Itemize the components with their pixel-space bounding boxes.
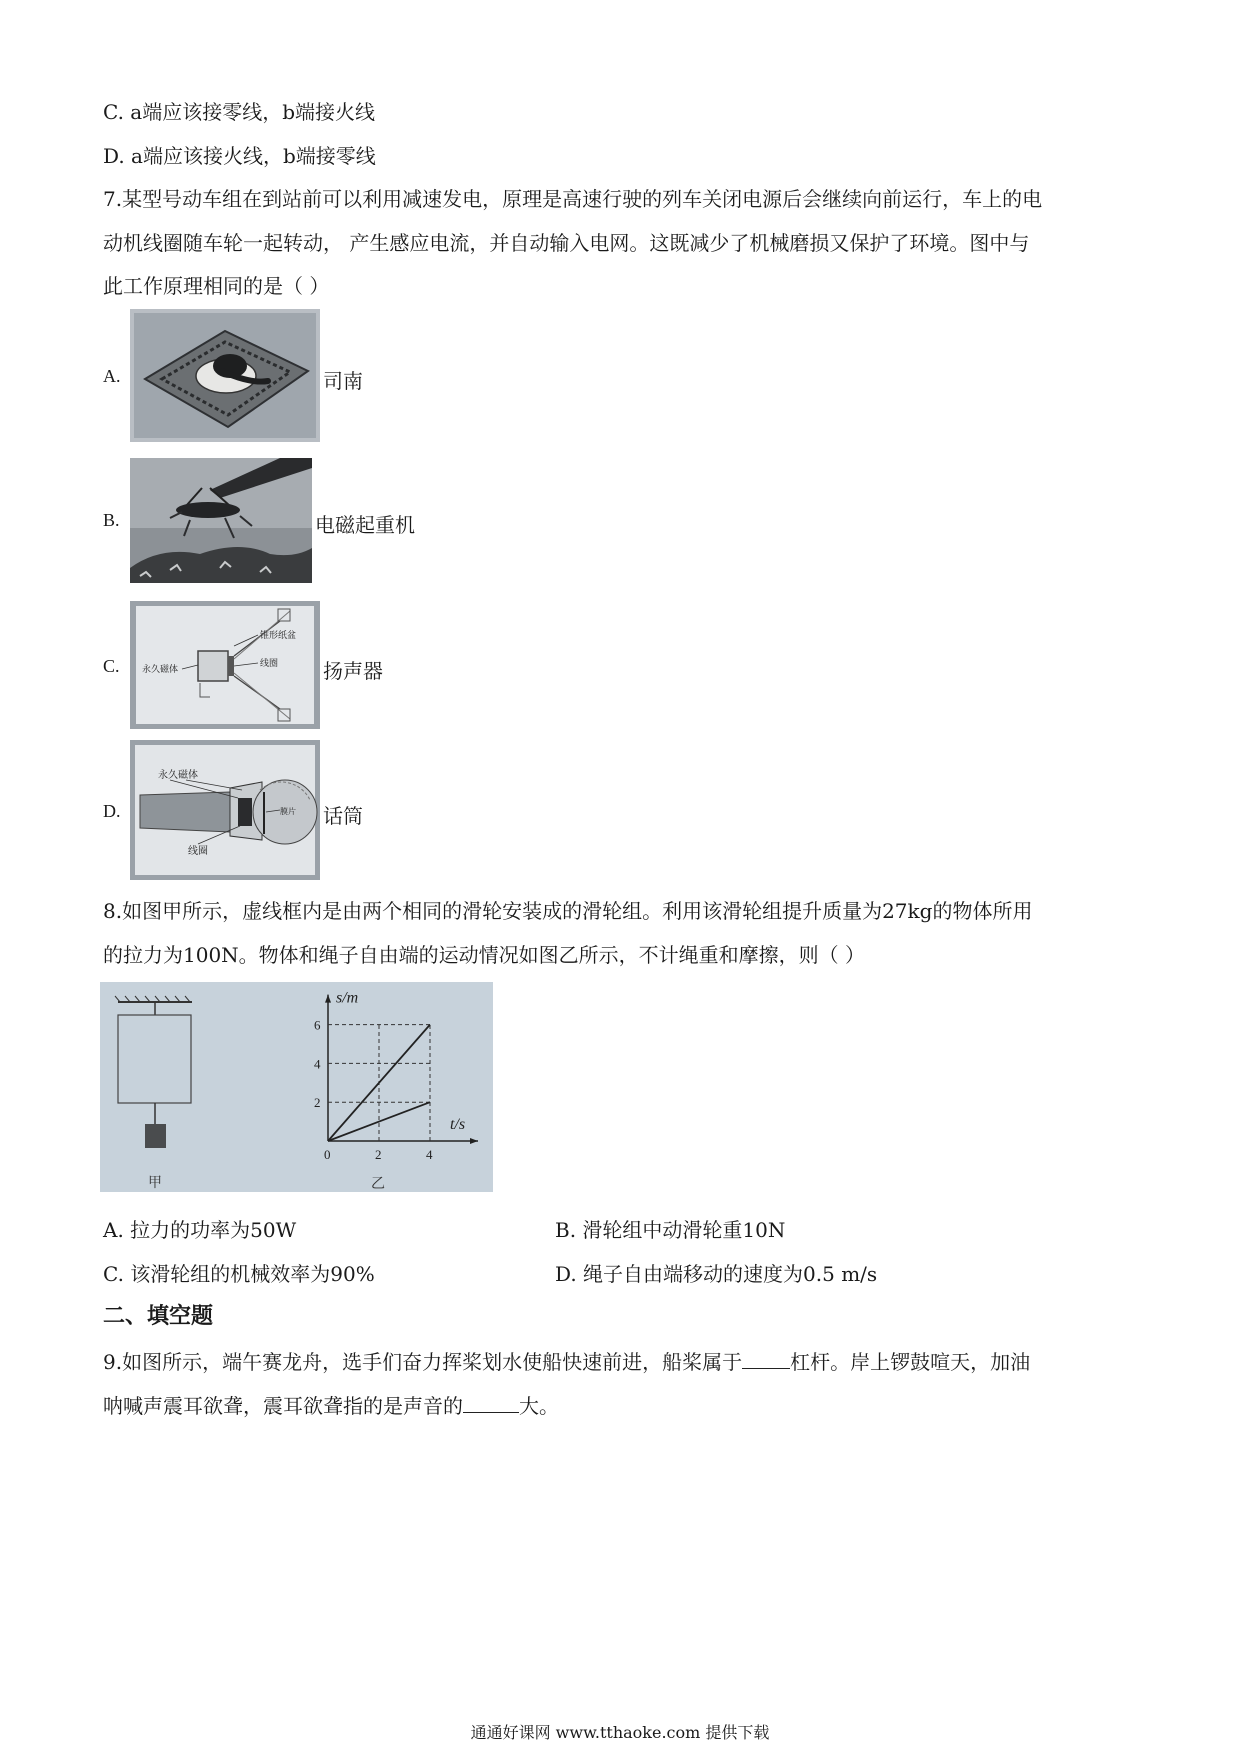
x-axis-arrow: [470, 1138, 478, 1144]
speaker-label-cone: 锥形纸盆: [260, 631, 297, 641]
q9-line1-part2: 杠杆。岸上锣鼓喧天，加油: [790, 1350, 1031, 1374]
q7-option-c-caption: 扬声器: [323, 659, 383, 683]
x-axis-label: t/s: [450, 1116, 466, 1133]
q9-line1: [103, 1346, 1030, 1375]
q7-option-b-caption: 电磁起重机: [315, 513, 415, 537]
x-tick-label-4: 4: [426, 1147, 433, 1162]
q7-stem-line2: 动机线圈随车轮一起转动， 产生感应电流，并自动输入电网。这既减少了机械磨损又保护了环境。图中与: [103, 231, 1030, 255]
mic-label-magnet: 永久磁体: [158, 770, 198, 781]
x-tick-label-2: 2: [375, 1147, 382, 1162]
q7-option-d-caption: 话筒: [323, 804, 363, 828]
q8-figure-svg: [100, 982, 493, 1192]
q8-option-d: D. 绳子自由端移动的速度为0.5 m/s: [555, 1262, 878, 1286]
y-axis-arrow: [325, 995, 331, 1003]
q9-blank-2[interactable]: [463, 1412, 519, 1413]
fig-label-jia: 甲: [148, 1175, 162, 1191]
x-tick-label-0: 0: [324, 1147, 331, 1162]
microphone-diagram-image: [130, 740, 320, 880]
q6-option-c: C. a端应该接零线，b端接火线: [103, 100, 376, 124]
q7-stem-line1: 7.某型号动车组在到站前可以利用减速发电，原理是高速行驶的列车关闭电源后会继续向前运行，车上的电: [103, 187, 1043, 211]
y-tick-label-2: 2: [314, 1095, 321, 1111]
q7-stem-line3: 此工作原理相同的是（ ）: [103, 274, 330, 298]
speaker-diagram-image: [130, 601, 320, 729]
q9-line2-part2: 大。: [519, 1394, 559, 1418]
q6-option-d: D. a端应该接火线，b端接零线: [103, 144, 376, 168]
q7-option-b-label: B.: [103, 510, 120, 530]
q8-option-c: C. 该滑轮组的机械效率为90%: [103, 1262, 375, 1286]
speaker-label-magnet: 永久磁体: [142, 665, 179, 675]
mic-label-coil: 线圈: [188, 846, 208, 857]
sinan-compass-image: [130, 309, 320, 442]
q8-stem-line2: 的拉力为100N。物体和绳子自由端的运动情况如图乙所示，不计绳重和摩擦，则（ ）: [103, 943, 866, 967]
q8-stem-line1: 8.如图甲所示，虚线框内是由两个相同的滑轮安装成的滑轮组。利用该滑轮组提升质量为27kg的物体所用: [103, 899, 1033, 923]
q9-line2-part1: 呐喊声震耳欲聋，震耳欲聋指的是声音的: [103, 1394, 463, 1418]
y-tick-label-6: 6: [314, 1017, 321, 1033]
section-fill-in-title: 二、填空题: [103, 1304, 214, 1329]
y-tick-label-4: 4: [314, 1056, 321, 1072]
q7-option-d-label: D.: [103, 801, 121, 821]
speaker-label-coil: 线圈: [260, 659, 279, 669]
electromagnetic-crane-image: [130, 458, 312, 583]
series-line-2: [328, 1102, 430, 1141]
mic-label-membrane: 膜片: [280, 807, 296, 816]
page-footer: 通通好课网 www.tthaoke.com 提供下载: [470, 1723, 770, 1742]
q7-option-a-label: A.: [103, 366, 121, 386]
q8-option-b: B. 滑轮组中动滑轮重10N: [555, 1218, 786, 1242]
q9-blank-1[interactable]: [742, 1368, 790, 1369]
q8-option-a: A. 拉力的功率为50W: [103, 1218, 297, 1242]
q9-line2: [103, 1390, 559, 1419]
q7-option-a-caption: 司南: [323, 369, 363, 393]
q9-line1-part1: 9.如图所示，端午赛龙舟，选手们奋力挥桨划水使船快速前进，船桨属于: [103, 1350, 743, 1374]
s-t-chart: [314, 990, 478, 1162]
q8-figure: [100, 982, 493, 1192]
q7-option-c-label: C.: [103, 656, 120, 676]
fig-label-yi: 乙: [371, 1176, 385, 1192]
y-axis-label: s/m: [336, 989, 359, 1007]
